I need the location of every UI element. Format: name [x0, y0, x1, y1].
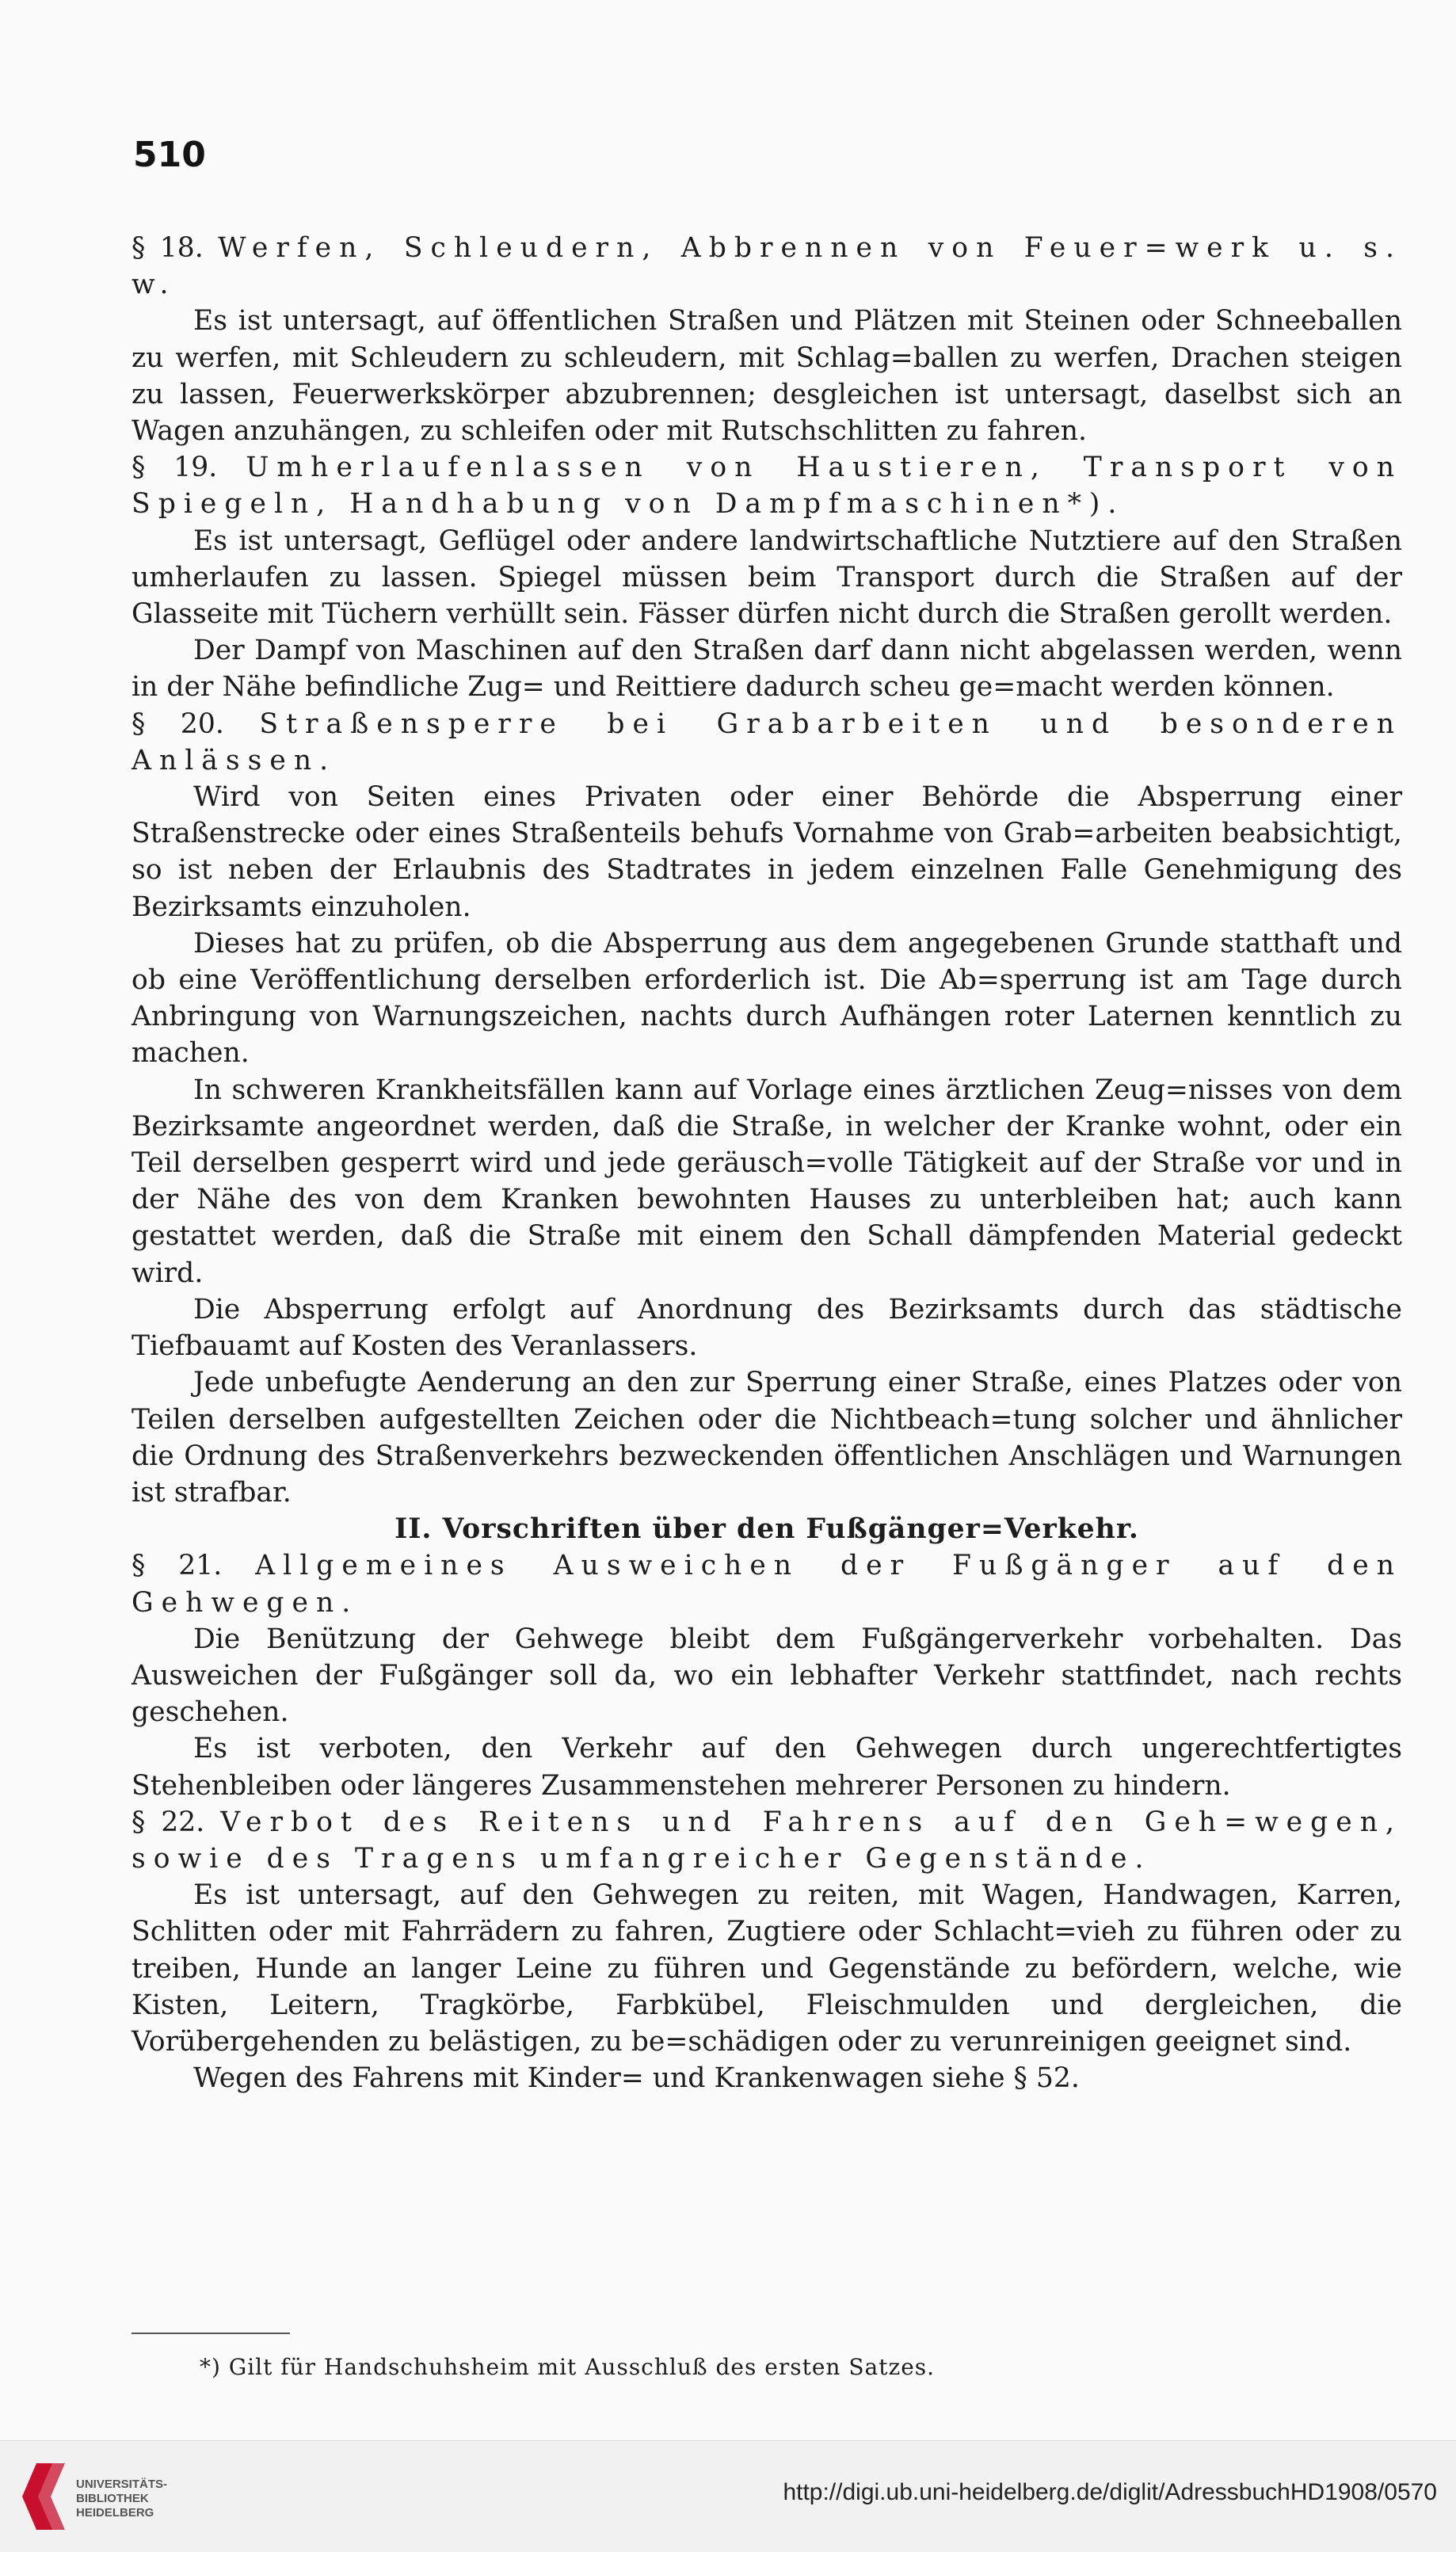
section-21-heading: [131, 1547, 1402, 1620]
library-name-line: BIBLIOTHEK: [76, 2492, 149, 2505]
paragraph: Der Dampf von Maschinen auf den Straßen darf dann nicht abgelassen werden, wenn in der Nähe befindliche Zug= und Reittiere dadurch scheu ge=macht werden können.: [131, 635, 1402, 704]
part-title: II. Vorschriften über den Fußgänger=Verkehr.: [394, 1513, 1139, 1546]
paragraph: Die Benützung der Gehwege bleibt dem Fußgängerverkehr vorbehalten. Das Ausweichen der Fußgänger soll da, wo ein lebhafter Verkehr stattfindet, nach rechts geschehen.: [131, 1623, 1402, 1729]
section-number: § 19.: [131, 452, 218, 484]
section-number: § 22.: [131, 1806, 205, 1838]
university-seal-icon: [17, 2457, 70, 2536]
section-title: Straßensperre bei Grabarbeiten und besonderen Anlässen.: [131, 708, 1402, 776]
paragraph: Es ist untersagt, Geflügel oder andere landwirtschaftliche Nutztiere auf den Straßen umherlaufen zu lassen. Spiegel müssen beim Transport durch die Straßen auf der Glasseite mit Tüchern verhüllt sein. Fässer dürfen nicht durch die Straßen gerollt werden.: [131, 525, 1402, 631]
paragraph: In schweren Krankheitsfällen kann auf Vorlage eines ärztlichen Zeug=nisses von dem Bezirksamte angeordnet werden, daß die Straße, in welcher der Kranke wohnt, oder ein Teil derselben gesperrt wird und jede geräusch=volle Tätigkeit auf der Straße vor und in der Nähe des von dem Kranken bewohnten Hauses zu unterbleiben hat; auch kann gestattet werden, daß die Straße mit einem den Schall dämpfenden Material gedeckt wird.: [131, 1074, 1402, 1289]
footer-bar: [0, 2440, 1456, 2552]
body-text: [131, 230, 1402, 2096]
section-22-heading: [131, 1804, 1402, 1877]
section-19-heading: [131, 449, 1402, 522]
source-url-link[interactable]: http://digi.ub.uni-heidelberg.de/diglit/AdressbuchHD1908/0570: [783, 2479, 1437, 2505]
paragraph: Jede unbefugte Aenderung an den zur Sperrung einer Straße, eines Platzes oder von Teilen derselben aufgestellten Zeichen oder die Nichtbeach=tung solcher und ähnlicher die Ordnung des Straßenverkehrs bezweckenden öffentlichen Anschlägen und Warnungen ist strafbar.: [131, 1367, 1402, 1509]
section-18-heading: [131, 230, 1402, 303]
library-logo[interactable]: [17, 2457, 192, 2536]
library-name-line: UNIVERSITÄTS-: [76, 2478, 168, 2491]
footnote: *) Gilt für Handschuhsheim mit Ausschluß des ersten Satzes.: [200, 2354, 936, 2380]
paragraph: Dieses hat zu prüfen, ob die Absperrung aus dem angegebenen Grunde statthaft und ob eine Veröffentlichung derselben erforderlich ist. Die Ab=sperrung ist am Tage durch Anbringung von Warnungszeichen, nachts durch Aufhängen roter Laternen kenntlich zu machen.: [131, 927, 1402, 1070]
section-number: § 21.: [131, 1550, 223, 1582]
library-name: [76, 2478, 167, 2520]
page-number: 510: [133, 135, 206, 175]
paragraph: Es ist untersagt, auf den Gehwegen zu reiten, mit Wagen, Handwagen, Karren, Schlitten oder mit Fahrrädern zu fahren, Zugtiere oder Schlacht=vieh zu führen oder zu treiben, Hunde an langer Leine zu führen und Gegenstände zu befördern, welche, wie Kisten, Leitern, Tragkörbe, Farbkübel, Fleischmulden und dergleichen, die Vorübergehenden zu belästigen, zu be=schädigen oder zu verunreinigen geeignet sind.: [131, 1879, 1402, 2058]
library-name-line: HEIDELBERG: [76, 2506, 154, 2520]
footnote-divider: [131, 2333, 290, 2334]
paragraph: Die Absperrung erfolgt auf Anordnung des Bezirksamts durch das städtische Tiefbauamt auf Kosten des Veranlassers.: [131, 1293, 1402, 1363]
paragraph: Es ist verboten, den Verkehr auf den Gehwegen durch ungerechtfertigtes Stehenbleiben oder längeres Zusammenstehen mehrerer Personen zu hindern.: [131, 1733, 1402, 1802]
section-title: Werfen, Schleudern, Abbrennen von Feuer=werk u. s. w.: [131, 232, 1402, 301]
paragraph: Wegen des Fahrens mit Kinder= und Krankenwagen siehe § 52.: [193, 2062, 1080, 2095]
section-title: Verbot des Reitens und Fahrens auf den Geh=wegen, sowie des Tragens umfangreicher Gegenstände.: [131, 1806, 1402, 1875]
section-number: § 18.: [131, 232, 204, 264]
section-title: Umherlaufenlassen von Haustieren, Transport von Spiegeln, Handhabung von Dampfmaschinen*).: [131, 452, 1402, 521]
paragraph: Wird von Seiten eines Privaten oder einer Behörde die Absperrung einer Straßenstrecke oder eines Straßenteils behufs Vornahme von Grab=arbeiten beabsichtigt, so ist neben der Erlaubnis des Stadtrates in jedem einzelnen Falle Genehmigung des Bezirksamts einzuholen.: [131, 781, 1402, 923]
section-title: Allgemeines Ausweichen der Fußgänger auf den Gehwegen.: [131, 1550, 1402, 1619]
section-number: § 20.: [131, 708, 224, 740]
section-20-heading: [131, 706, 1402, 779]
paragraph: Es ist untersagt, auf öffentlichen Straßen und Plätzen mit Steinen oder Schneeballen zu werfen, mit Schleudern zu schleudern, mit Schlag=ballen zu werfen, Drachen steigen zu lassen, Feuerwerkskörper abzubrennen; desgleichen ist untersagt, daselbst sich an Wagen anzuhängen, zu schleifen oder mit Rutschschlitten zu fahren.: [131, 305, 1402, 448]
